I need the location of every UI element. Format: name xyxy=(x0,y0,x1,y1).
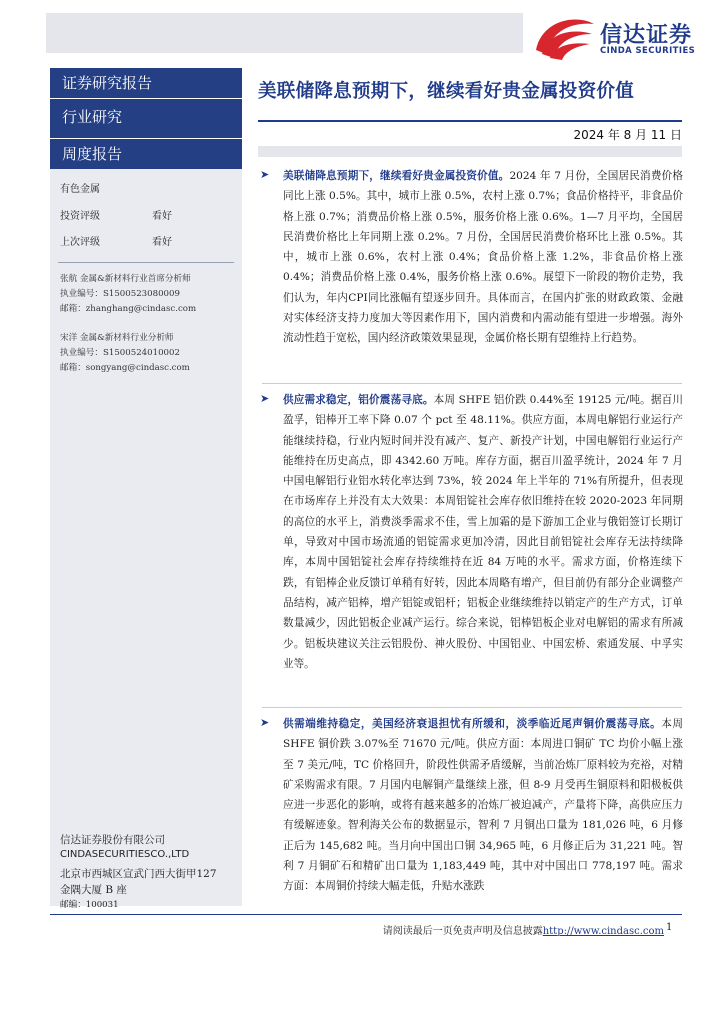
analyst-license: 执业编号：S1500524010002 xyxy=(60,348,180,358)
paragraph-lead: 美联储降息预期下，继续看好贵金属投资价值。 xyxy=(283,170,510,182)
prev-rating-label: 上次评级 xyxy=(60,237,100,248)
paragraph-body: 本周 SHFE 铝价跌 0.44%至 19125 元/吨。据百川盈孚，铝棒开工率下降 0.07 个 pct 至 48.11%。供应方面，本周电解铝行业运行产能继续持稳，行业内短时间并没有减产、复产、新投产计划，中国电解铝行业运行产能维持在历史高点，即 4342.60 万吨。库存方面，据百川盈孚统计，2024 年 7 月中国电解铝行业铝水转化率达到 73%，较 2024 年上半年的 71%有所提升，但表现在市场库存上并没有太大效果：本周铝锭社会库存依旧维持在较 2020-2023 年同期的高位的水平上，消费淡季需求不佳，雪上加霜的是下游加工企业与俄铝签订长期订单，导致对中国市场流通的铝锭需求更加冷清，因此目前铝锭社会库存无法持续降库，本周中国铝锭社会库存持续维持在近 84 万吨的水平。需求方面，价格连续下跌，有铝棒企业反馈订单稍有好转，因此本周略有增产，但目前仍有部分企业调整产品结构，减产铝棒，增产铝锭或铝杆；铝板企业继续维持以销定产的生产方式，订单数量减少，因此铝板企业减产运行。综合来说，铝棒铝板企业对电解铝的需求有所减少。铝板块建议关注云铝股份、神火股份、中国铝业、中国宏桥、索通发展、中孚实业等。 xyxy=(283,394,684,670)
analyst-email[interactable]: 邮箱：songyang@cindasc.com xyxy=(60,363,190,373)
paragraph-text xyxy=(283,166,683,349)
report-type: 证券研究报告 xyxy=(50,68,242,98)
logo-text-cn: 信达证券 xyxy=(600,23,693,48)
website-link[interactable]: http://www.cindasc.com xyxy=(542,926,664,937)
paragraph-separator xyxy=(262,707,682,708)
analyst-email[interactable]: 邮箱：zhanghang@cindasc.com xyxy=(60,304,197,314)
disclaimer-text: 请阅读最后一页免责声明及信息披露 xyxy=(382,926,543,937)
paragraph-body: 2024 年 7 月份，全国居民消费价格同比上涨 0.5%。其中，城市上涨 0.5%，农村上涨 0.7%；食品价格持平，非食品价格上涨 0.7%；消费品价格上涨 0.5%，服务价格上涨 0.6%。1—7 月平均，全国居民消费价格比上年同期上涨 0.2%。7 月份，全国居民消费价格环比上涨 0.5%。其中，城市上涨 0.6%，农村上涨 0.4%；食品价格上涨 1.2%，非食品价格上涨 0.4%；消费品价格上涨 0.4%，服务价格上涨 0.6%。展望下一阶段的物价走势，我们认为，年内CPI同比涨幅有望逐步回升。具体而言，在国内扩张的财政政策、金融对实体经济支持力度加大等因素作用下，国内消费和内需动能有望进一步增强。海外流动性趋于宽松，国内经济政策效果显现，金属价格长期有望维持上行趋势。 xyxy=(283,170,684,345)
company-address-line2: 金隅大厦 B 座 xyxy=(60,884,127,896)
company-postcode: 邮编：100031 xyxy=(60,900,119,910)
company-name-en: CINDASECURITIESCO.,LTD xyxy=(60,849,190,860)
paragraph-body: 本周 SHFE 铜价跌 3.07%至 71670 元/吨。供应方面：本周进口铜矿 TC 均价小幅上涨至 7 美元/吨，TC 价格回升，阶段性供需矛盾缓解，当前冶炼厂原料较为充裕，对精矿采购需求有限。7 月国内电解铜产量继续上涨，但 8-9 月受再生铜原料和阳极板供应进一步恶化的影响，或将有越来越多的冶炼厂被迫减产，产量将下降，高供应压力有缓解迹象。智利海关公布的数据显示，智利 7 月铜出口量为 181,026 吨，6 月修正后为 145,682 吨。当月向中国出口铜 34,965 吨，6 月修正后为 31,221 吨。智利 7 月铜矿石和精矿出口量为 1,183,449 吨，其中对中国出口 778,197 吨。需求方面：本周铜价持续大幅走低，升贴水涨跌 xyxy=(283,718,683,893)
bullet-arrow-icon: ➤ xyxy=(260,716,270,729)
research-type: 行业研究 xyxy=(50,99,242,138)
company-name-cn: 信达证券股份有限公司 xyxy=(60,834,165,846)
header-bar xyxy=(46,13,523,53)
analyst-name: 宋洋 金属&新材料行业分析师 xyxy=(60,333,174,343)
paragraph-lead: 供应需求稳定，铝价震荡寻底。 xyxy=(283,394,434,406)
report-kind: 周度报告 xyxy=(50,139,242,169)
company-logo xyxy=(532,14,712,60)
content-header-bar xyxy=(258,146,682,157)
footer-rule xyxy=(50,914,682,915)
paragraph-text xyxy=(283,714,683,910)
prev-rating-value: 看好 xyxy=(152,237,172,248)
analyst-license: 执业编号：S1500523080009 xyxy=(60,289,180,299)
title-rule xyxy=(258,120,682,122)
page-number: 1 xyxy=(666,922,673,933)
company-address-line1: 北京市西城区宣武门西大街甲127 xyxy=(60,868,217,880)
page-title: 美联储降息预期下，继续看好贵金属投资价值 xyxy=(258,81,635,102)
paragraph-lead: 供需端维持稳定，美国经济衰退担忧有所缓和，淡季临近尾声铜价震荡寻底。 xyxy=(283,718,662,730)
analyst-name: 张航 金属&新材料行业首席分析师 xyxy=(60,274,191,284)
rating-label: 投资评级 xyxy=(60,211,100,222)
paragraph-text xyxy=(283,390,683,674)
report-date: 2024 年 8 月 11 日 xyxy=(573,128,682,142)
sidebar-separator xyxy=(58,262,234,263)
logo-text-en: CINDA SECURITIES xyxy=(600,46,696,56)
bullet-arrow-icon: ➤ xyxy=(260,168,270,181)
bullet-arrow-icon: ➤ xyxy=(260,392,270,405)
industry-name: 有色金属 xyxy=(60,184,100,195)
cinda-logo-icon xyxy=(532,14,596,60)
rating-value: 看好 xyxy=(152,211,172,222)
paragraph-separator xyxy=(262,383,682,384)
footer-disclaimer xyxy=(383,922,664,937)
